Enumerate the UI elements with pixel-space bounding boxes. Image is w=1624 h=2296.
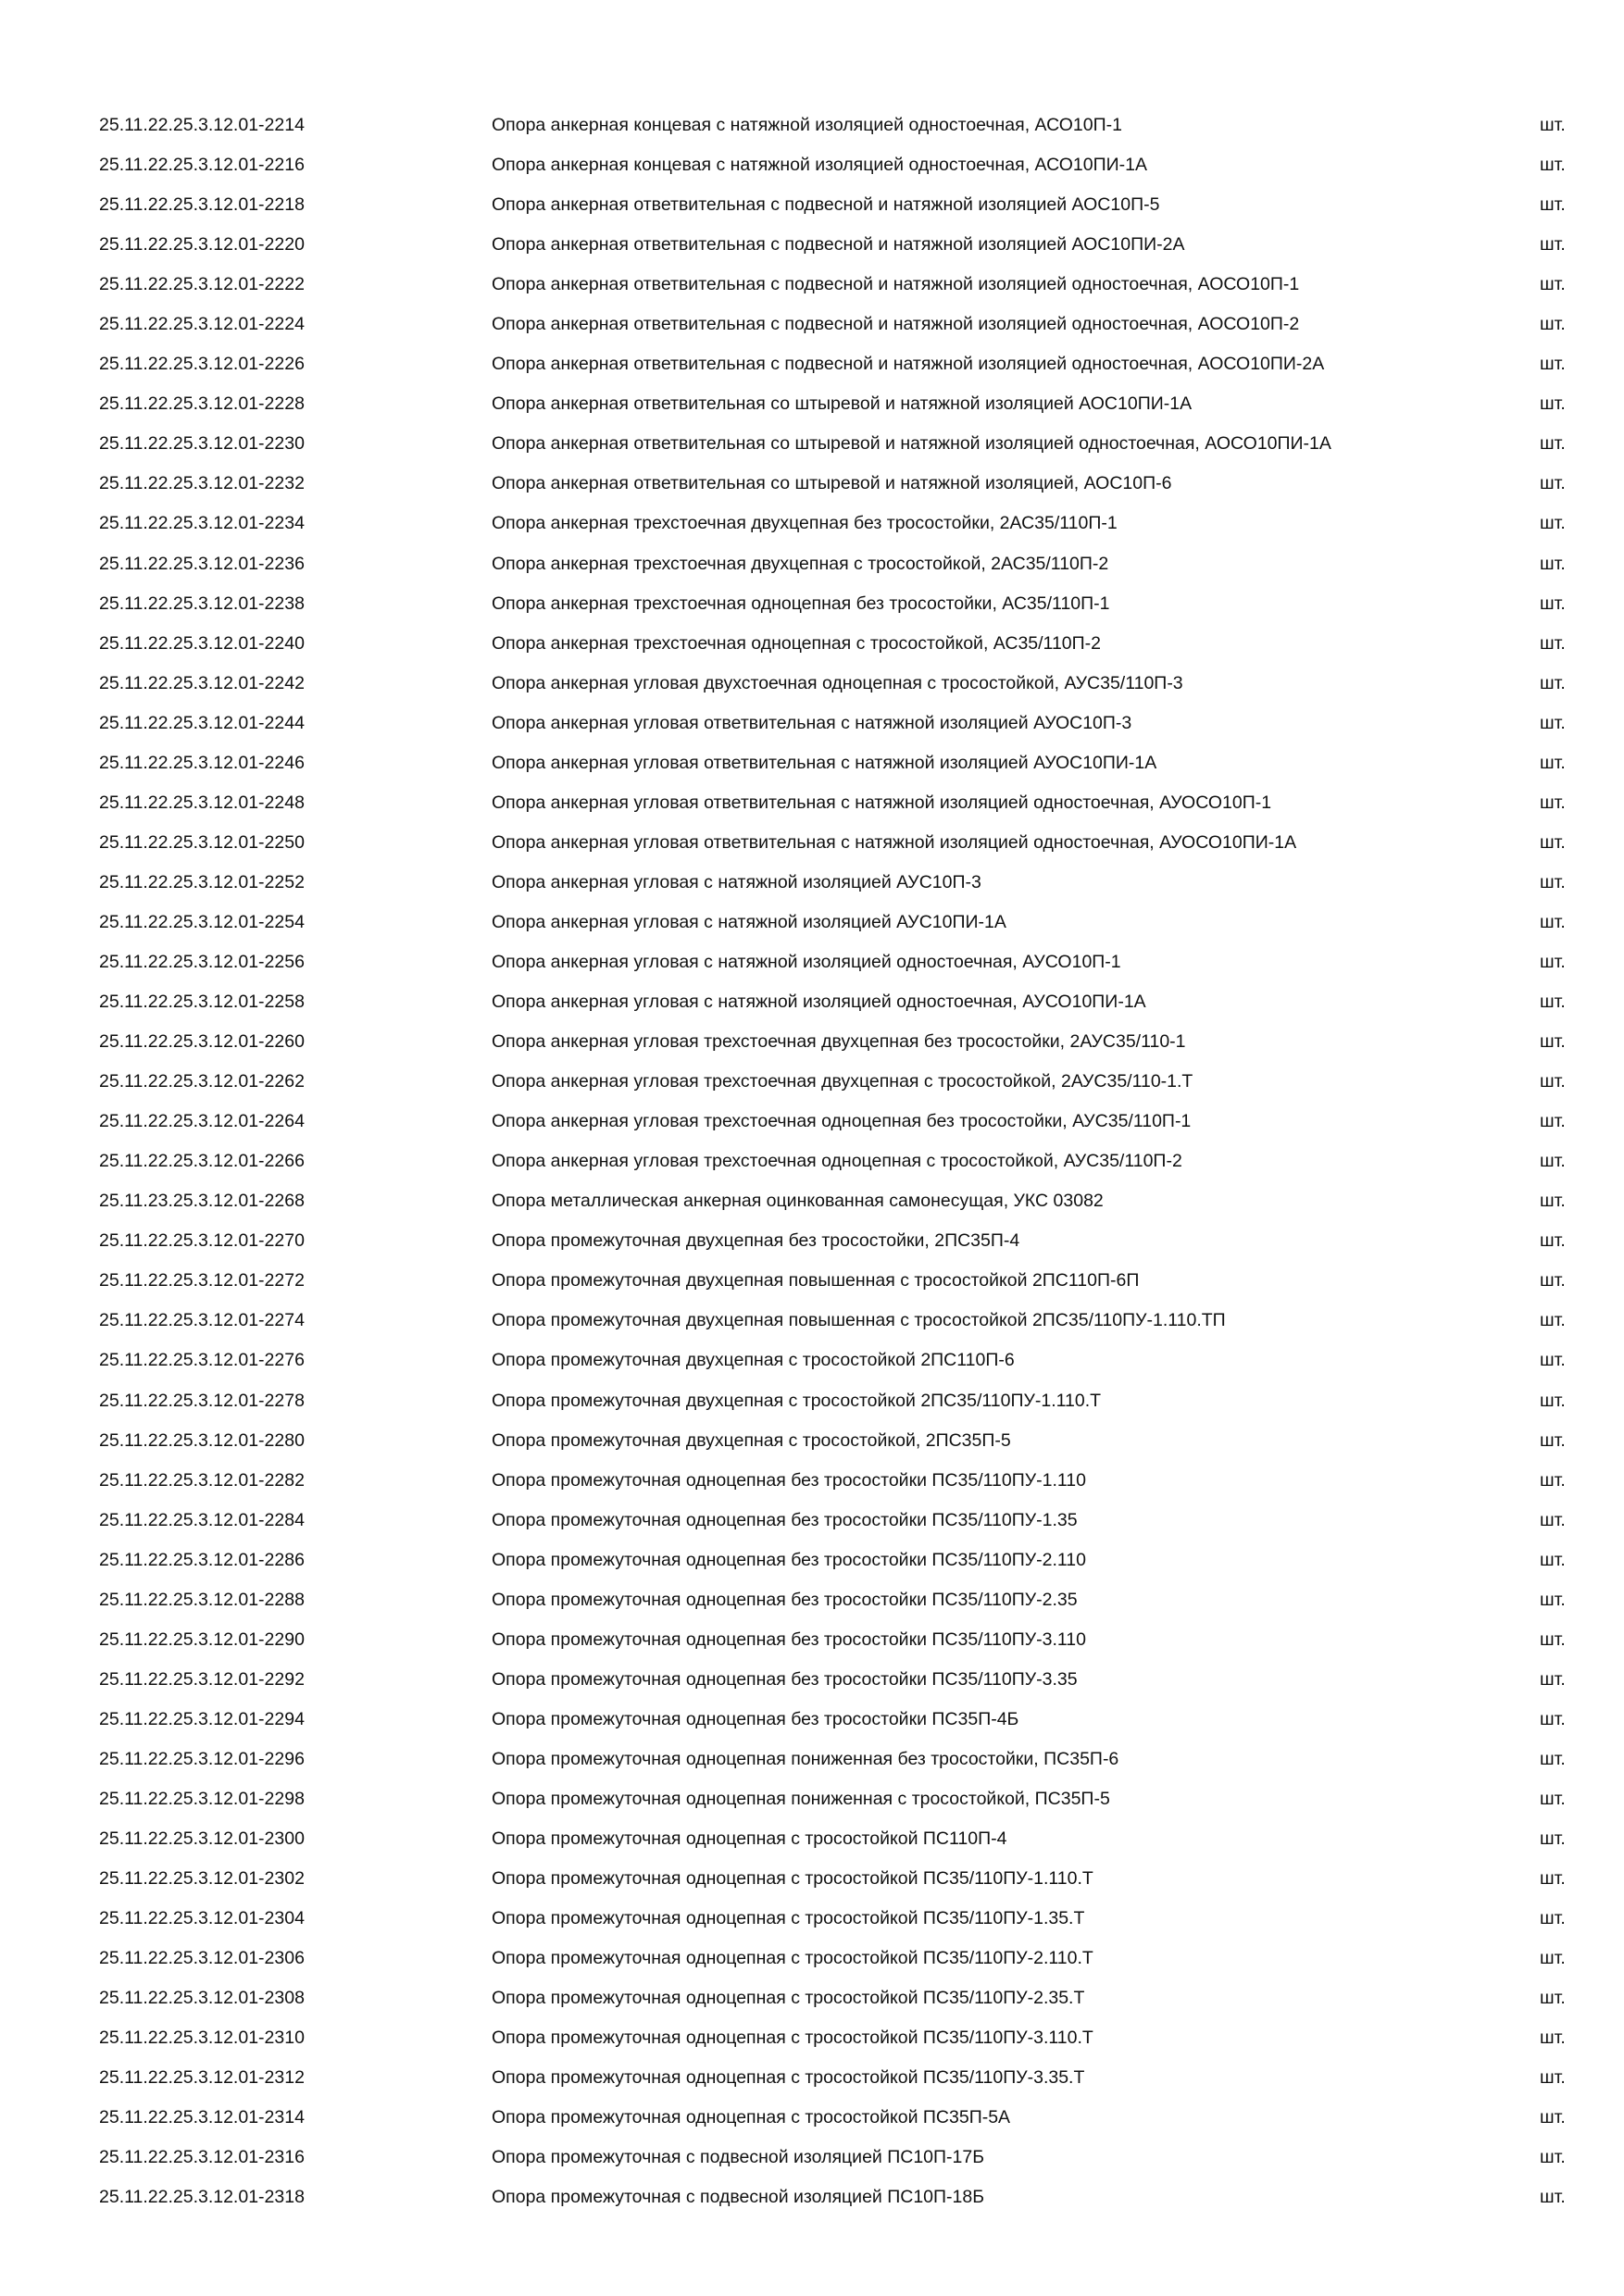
- table-row: [99, 1461, 1571, 1501]
- item-name: Опора анкерная угловая трехстоечная одноцепная с тросостойкой, АУС35/110П-2: [492, 1151, 1182, 1172]
- item-name: Опора анкерная трехстоечная двухцепная без тросостойки, 2АС35/110П-1: [492, 513, 1118, 534]
- item-name: Опора анкерная ответвительная со штыревой и натяжной изоляцией одностоечная, АОСО10ПИ-1А: [492, 433, 1331, 455]
- table-row: [99, 863, 1571, 903]
- table-row: [99, 1221, 1571, 1261]
- item-unit: шт.: [1540, 1191, 1566, 1212]
- item-name: Опора анкерная трехстоечная двухцепная с тросостойкой, 2АС35/110П-2: [492, 553, 1109, 574]
- table-row: [99, 942, 1571, 982]
- item-code: 25.11.22.25.3.12.01-2276: [99, 1350, 305, 1371]
- table-row: [99, 185, 1571, 225]
- table-row: [99, 584, 1571, 624]
- item-unit: шт.: [1540, 2107, 1566, 2128]
- item-unit: шт.: [1540, 2147, 1566, 2168]
- item-unit: шт.: [1540, 1071, 1566, 1092]
- table-row: [99, 624, 1571, 664]
- table-row: [99, 2138, 1571, 2177]
- item-code: 25.11.22.25.3.12.01-2316: [99, 2147, 305, 2168]
- table-row: [99, 903, 1571, 942]
- item-code: 25.11.22.25.3.12.01-2294: [99, 1708, 305, 1729]
- table-row: [99, 664, 1571, 704]
- item-code: 25.11.22.25.3.12.01-2284: [99, 1509, 305, 1530]
- item-unit: шт.: [1540, 194, 1566, 216]
- table-row: [99, 106, 1571, 145]
- table-row: [99, 544, 1571, 584]
- item-code: 25.11.22.25.3.12.01-2318: [99, 2187, 305, 2208]
- table-row: [99, 145, 1571, 185]
- item-code: 25.11.22.25.3.12.01-2266: [99, 1151, 305, 1172]
- item-code: 25.11.22.25.3.12.01-2236: [99, 553, 305, 574]
- table-row: [99, 1102, 1571, 1142]
- item-unit: шт.: [1540, 1908, 1566, 1929]
- item-unit: шт.: [1540, 871, 1566, 892]
- item-name: Опора анкерная угловая трехстоечная двухцепная без тросостойки, 2АУС35/110-1: [492, 1031, 1186, 1053]
- item-code: 25.11.22.25.3.12.01-2248: [99, 792, 305, 813]
- item-unit: шт.: [1540, 831, 1566, 853]
- item-name: Опора анкерная ответвительная с подвесной и натяжной изоляцией одностоечная, АОСО10П-2: [492, 314, 1300, 335]
- table-row: [99, 1580, 1571, 1620]
- item-name: Опора анкерная угловая ответвительная с натяжной изоляцией АУОС10П-3: [492, 712, 1132, 733]
- item-code: 25.11.22.25.3.12.01-2314: [99, 2107, 305, 2128]
- item-code: 25.11.22.25.3.12.01-2254: [99, 911, 305, 932]
- item-unit: шт.: [1540, 433, 1566, 455]
- item-name: Опора анкерная угловая трехстоечная одноцепная без тросостойки, АУС35/110П-1: [492, 1111, 1192, 1132]
- table-row: [99, 2018, 1571, 2058]
- item-unit: шт.: [1540, 1988, 1566, 2009]
- table-row: [99, 384, 1571, 424]
- item-code: 25.11.22.25.3.12.01-2258: [99, 992, 305, 1013]
- item-code: 25.11.22.25.3.12.01-2216: [99, 155, 305, 176]
- item-code: 25.11.22.25.3.12.01-2220: [99, 234, 305, 256]
- item-name: Опора промежуточная одноцепная без тросостойки ПС35/110ПУ-1.110: [492, 1469, 1086, 1491]
- table-row: [99, 1899, 1571, 1939]
- item-unit: шт.: [1540, 1868, 1566, 1890]
- item-unit: шт.: [1540, 2187, 1566, 2208]
- item-name: Опора промежуточная одноцепная без тросостойки ПС35/110ПУ-2.35: [492, 1589, 1078, 1610]
- table-row: [99, 1301, 1571, 1341]
- item-code: 25.11.22.25.3.12.01-2288: [99, 1589, 305, 1610]
- item-unit: шт.: [1540, 593, 1566, 614]
- item-name: Опора анкерная концевая с натяжной изоляцией одностоечная, АСО10П-1: [492, 115, 1122, 135]
- item-name: Опора промежуточная одноцепная с тросостойкой ПС35/110ПУ-2.35.Т: [492, 1988, 1085, 2009]
- item-name: Опора промежуточная двухцепная повышенная с тросостойкой 2ПС35/110ПУ-1.110.ТП: [492, 1310, 1226, 1331]
- item-unit: шт.: [1540, 712, 1566, 733]
- item-name: Опора анкерная трехстоечная одноцепная без тросостойки, АС35/110П-1: [492, 593, 1110, 614]
- item-name: Опора анкерная концевая с натяжной изоляцией одностоечная, АСО10ПИ-1А: [492, 155, 1147, 176]
- item-unit: шт.: [1540, 2067, 1566, 2089]
- item-unit: шт.: [1540, 632, 1566, 654]
- item-name: Опора промежуточная одноцепная с тросостойкой ПС35/110ПУ-2.110.Т: [492, 1948, 1093, 1969]
- item-name: Опора анкерная угловая ответвительная с натяжной изоляцией АУОС10ПИ-1А: [492, 752, 1157, 773]
- item-name: Опора анкерная ответвительная с подвесной и натяжной изоляцией одностоечная, АОСО10П-1: [492, 274, 1300, 295]
- item-code: 25.11.22.25.3.12.01-2224: [99, 314, 305, 335]
- item-code: 25.11.22.25.3.12.01-2310: [99, 2028, 305, 2049]
- item-code: 25.11.22.25.3.12.01-2260: [99, 1031, 305, 1053]
- table-row: [99, 2098, 1571, 2138]
- item-code: 25.11.22.25.3.12.01-2304: [99, 1908, 305, 1929]
- item-code: 25.11.22.25.3.12.01-2278: [99, 1390, 305, 1411]
- item-unit: шт.: [1540, 1350, 1566, 1371]
- item-code: 25.11.22.25.3.12.01-2272: [99, 1270, 305, 1292]
- item-unit: шт.: [1540, 911, 1566, 932]
- item-code: 25.11.22.25.3.12.01-2306: [99, 1948, 305, 1969]
- item-name: Опора анкерная ответвительная со штыревой и натяжной изоляцией, АОС10П-6: [492, 473, 1172, 494]
- item-unit: шт.: [1540, 1429, 1566, 1451]
- item-name: Опора анкерная угловая с натяжной изоляцией одностоечная, АУСО10ПИ-1А: [492, 992, 1146, 1013]
- item-unit: шт.: [1540, 234, 1566, 256]
- item-name: Опора анкерная угловая трехстоечная двухцепная с тросостойкой, 2АУС35/110-1.Т: [492, 1071, 1193, 1092]
- item-unit: шт.: [1540, 1549, 1566, 1570]
- item-unit: шт.: [1540, 1031, 1566, 1053]
- item-unit: шт.: [1540, 752, 1566, 773]
- item-unit: шт.: [1540, 1828, 1566, 1850]
- item-unit: шт.: [1540, 155, 1566, 176]
- item-unit: шт.: [1540, 513, 1566, 534]
- item-name: Опора промежуточная одноцепная без тросостойки ПС35П-4Б: [492, 1708, 1019, 1729]
- item-unit: шт.: [1540, 393, 1566, 415]
- item-name: Опора промежуточная с подвесной изоляцией ПС10П-18Б: [492, 2187, 985, 2208]
- item-name: Опора анкерная ответвительная со штыревой и натяжной изоляцией АОС10ПИ-1А: [492, 393, 1193, 415]
- table-row: [99, 2058, 1571, 2098]
- item-name: Опора промежуточная двухцепная с тросостойкой 2ПС35/110ПУ-1.110.Т: [492, 1390, 1102, 1411]
- item-unit: шт.: [1540, 115, 1566, 135]
- item-unit: шт.: [1540, 1111, 1566, 1132]
- item-name: Опора промежуточная одноцепная с тросостойкой ПС35П-5А: [492, 2107, 1011, 2128]
- item-code: 25.11.22.25.3.12.01-2274: [99, 1310, 305, 1331]
- item-unit: шт.: [1540, 1708, 1566, 1729]
- table-row: [99, 704, 1571, 743]
- table-row: [99, 1700, 1571, 1740]
- item-code: 25.11.22.25.3.12.01-2222: [99, 274, 305, 295]
- item-unit: шт.: [1540, 951, 1566, 972]
- item-unit: шт.: [1540, 473, 1566, 494]
- item-code: 25.11.22.25.3.12.01-2218: [99, 194, 305, 216]
- item-name: Опора анкерная угловая с натяжной изоляцией АУС10П-3: [492, 871, 981, 892]
- item-unit: шт.: [1540, 553, 1566, 574]
- table-row: [99, 743, 1571, 783]
- item-name: Опора анкерная угловая двухстоечная одноцепная с тросостойкой, АУС35/110П-3: [492, 672, 1183, 693]
- item-unit: шт.: [1540, 1469, 1566, 1491]
- table-row: [99, 1819, 1571, 1859]
- item-name: Опора промежуточная двухцепная с тросостойкой, 2ПС35П-5: [492, 1429, 1011, 1451]
- item-code: 25.11.22.25.3.12.01-2246: [99, 752, 305, 773]
- item-code: 25.11.22.25.3.12.01-2234: [99, 513, 305, 534]
- item-unit: шт.: [1540, 1628, 1566, 1650]
- item-unit: шт.: [1540, 354, 1566, 375]
- item-code: 25.11.22.25.3.12.01-2238: [99, 593, 305, 614]
- item-name: Опора анкерная угловая ответвительная с натяжной изоляцией одностоечная, АУОСО10ПИ-1А: [492, 831, 1297, 853]
- item-code: 25.11.22.25.3.12.01-2252: [99, 871, 305, 892]
- item-unit: шт.: [1540, 2028, 1566, 2049]
- item-name: Опора анкерная угловая с натяжной изоляцией одностоечная, АУСО10П-1: [492, 951, 1121, 972]
- item-unit: шт.: [1540, 1668, 1566, 1690]
- item-name: Опора промежуточная одноцепная с тросостойкой ПС35/110ПУ-3.35.Т: [492, 2067, 1085, 2089]
- item-code: 25.11.22.25.3.12.01-2264: [99, 1111, 305, 1132]
- item-name: Опора металлическая анкерная оцинкованная самонесущая, УКС 03082: [492, 1191, 1104, 1212]
- item-code: 25.11.22.25.3.12.01-2242: [99, 672, 305, 693]
- item-name: Опора промежуточная одноцепная без тросостойки ПС35/110ПУ-1.35: [492, 1509, 1078, 1530]
- item-unit: шт.: [1540, 992, 1566, 1013]
- item-name: Опора анкерная ответвительная с подвесной и натяжной изоляцией АОС10П-5: [492, 194, 1160, 216]
- item-code: 25.11.22.25.3.12.01-2226: [99, 354, 305, 375]
- table-row: [99, 982, 1571, 1022]
- table-row: [99, 1381, 1571, 1421]
- table-row: [99, 1660, 1571, 1700]
- table-row: [99, 1740, 1571, 1779]
- item-name: Опора анкерная угловая с натяжной изоляцией АУС10ПИ-1А: [492, 911, 1006, 932]
- item-unit: шт.: [1540, 1390, 1566, 1411]
- table-row: [99, 1859, 1571, 1899]
- item-code: 25.11.22.25.3.12.01-2286: [99, 1549, 305, 1570]
- item-name: Опора промежуточная одноцепная с тросостойкой ПС35/110ПУ-1.110.Т: [492, 1868, 1093, 1890]
- item-code: 25.11.22.25.3.12.01-2290: [99, 1628, 305, 1650]
- table-row: [99, 1779, 1571, 1819]
- item-unit: шт.: [1540, 672, 1566, 693]
- table-row: [99, 2177, 1571, 2217]
- item-code: 25.11.22.25.3.12.01-2270: [99, 1230, 305, 1252]
- item-unit: шт.: [1540, 1788, 1566, 1809]
- item-unit: шт.: [1540, 274, 1566, 295]
- item-name: Опора промежуточная двухцепная повышенная с тросостойкой 2ПС110П-6П: [492, 1270, 1140, 1292]
- table-row: [99, 344, 1571, 384]
- item-unit: шт.: [1540, 1509, 1566, 1530]
- item-unit: шт.: [1540, 1748, 1566, 1769]
- item-name: Опора промежуточная одноцепная без тросостойки ПС35/110ПУ-3.110: [492, 1628, 1086, 1650]
- table-row: [99, 1421, 1571, 1461]
- item-name: Опора анкерная ответвительная с подвесной и натяжной изоляцией одностоечная, АОСО10ПИ-2А: [492, 354, 1325, 375]
- item-name: Опора промежуточная одноцепная с тросостойкой ПС35/110ПУ-1.35.Т: [492, 1908, 1085, 1929]
- item-name: Опора промежуточная двухцепная с тросостойкой 2ПС110П-6: [492, 1350, 1015, 1371]
- table-row: [99, 1939, 1571, 1978]
- table-row: [99, 1142, 1571, 1181]
- table-row: [99, 265, 1571, 305]
- table-row: [99, 1261, 1571, 1301]
- item-code: 25.11.22.25.3.12.01-2244: [99, 712, 305, 733]
- item-code: 25.11.22.25.3.12.01-2312: [99, 2067, 305, 2089]
- item-code: 25.11.22.25.3.12.01-2262: [99, 1071, 305, 1092]
- item-code: 25.11.22.25.3.12.01-2232: [99, 473, 305, 494]
- table-row: [99, 823, 1571, 863]
- item-name: Опора промежуточная одноцепная пониженная без тросостойки, ПС35П-6: [492, 1748, 1119, 1769]
- item-unit: шт.: [1540, 1948, 1566, 1969]
- item-code: 25.11.22.25.3.12.01-2256: [99, 951, 305, 972]
- table-row: [99, 1341, 1571, 1380]
- table-row: [99, 504, 1571, 543]
- catalog-table: [99, 106, 1571, 2217]
- item-code: 25.11.22.25.3.12.01-2308: [99, 1988, 305, 2009]
- item-code: 25.11.23.25.3.12.01-2268: [99, 1191, 305, 1212]
- item-code: 25.11.22.25.3.12.01-2240: [99, 632, 305, 654]
- item-code: 25.11.22.25.3.12.01-2280: [99, 1429, 305, 1451]
- table-row: [99, 1501, 1571, 1541]
- table-row: [99, 1541, 1571, 1580]
- item-unit: шт.: [1540, 1270, 1566, 1292]
- item-code: 25.11.22.25.3.12.01-2250: [99, 831, 305, 853]
- table-row: [99, 1978, 1571, 2018]
- item-code: 25.11.22.25.3.12.01-2228: [99, 393, 305, 415]
- item-code: 25.11.22.25.3.12.01-2296: [99, 1748, 305, 1769]
- table-row: [99, 1062, 1571, 1102]
- item-name: Опора промежуточная с подвесной изоляцией ПС10П-17Б: [492, 2147, 985, 2168]
- item-unit: шт.: [1540, 314, 1566, 335]
- table-row: [99, 464, 1571, 504]
- item-code: 25.11.22.25.3.12.01-2230: [99, 433, 305, 455]
- item-unit: шт.: [1540, 792, 1566, 813]
- item-name: Опора анкерная угловая ответвительная с натяжной изоляцией одностоечная, АУОСО10П-1: [492, 792, 1272, 813]
- item-code: 25.11.22.25.3.12.01-2282: [99, 1469, 305, 1491]
- item-name: Опора анкерная ответвительная с подвесной и натяжной изоляцией АОС10ПИ-2А: [492, 234, 1185, 256]
- item-name: Опора промежуточная одноцепная с тросостойкой ПС35/110ПУ-3.110.Т: [492, 2028, 1093, 2049]
- item-unit: шт.: [1540, 1151, 1566, 1172]
- item-unit: шт.: [1540, 1310, 1566, 1331]
- item-name: Опора анкерная трехстоечная одноцепная с тросостойкой, АС35/110П-2: [492, 632, 1101, 654]
- table-row: [99, 783, 1571, 823]
- item-name: Опора промежуточная одноцепная без тросостойки ПС35/110ПУ-2.110: [492, 1549, 1086, 1570]
- item-code: 25.11.22.25.3.12.01-2214: [99, 115, 305, 135]
- table-row: [99, 1620, 1571, 1660]
- item-unit: шт.: [1540, 1589, 1566, 1610]
- item-code: 25.11.22.25.3.12.01-2292: [99, 1668, 305, 1690]
- item-code: 25.11.22.25.3.12.01-2300: [99, 1828, 305, 1850]
- item-name: Опора промежуточная двухцепная без тросостойки, 2ПС35П-4: [492, 1230, 1020, 1252]
- item-name: Опора промежуточная одноцепная без тросостойки ПС35/110ПУ-3.35: [492, 1668, 1078, 1690]
- item-unit: шт.: [1540, 1230, 1566, 1252]
- table-row: [99, 424, 1571, 464]
- table-row: [99, 305, 1571, 344]
- table-row: [99, 1022, 1571, 1062]
- table-row: [99, 225, 1571, 265]
- item-code: 25.11.22.25.3.12.01-2302: [99, 1868, 305, 1890]
- item-code: 25.11.22.25.3.12.01-2298: [99, 1788, 305, 1809]
- item-name: Опора промежуточная одноцепная пониженная с тросостойкой, ПС35П-5: [492, 1788, 1110, 1809]
- item-name: Опора промежуточная одноцепная с тросостойкой ПС110П-4: [492, 1828, 1007, 1850]
- table-row: [99, 1181, 1571, 1221]
